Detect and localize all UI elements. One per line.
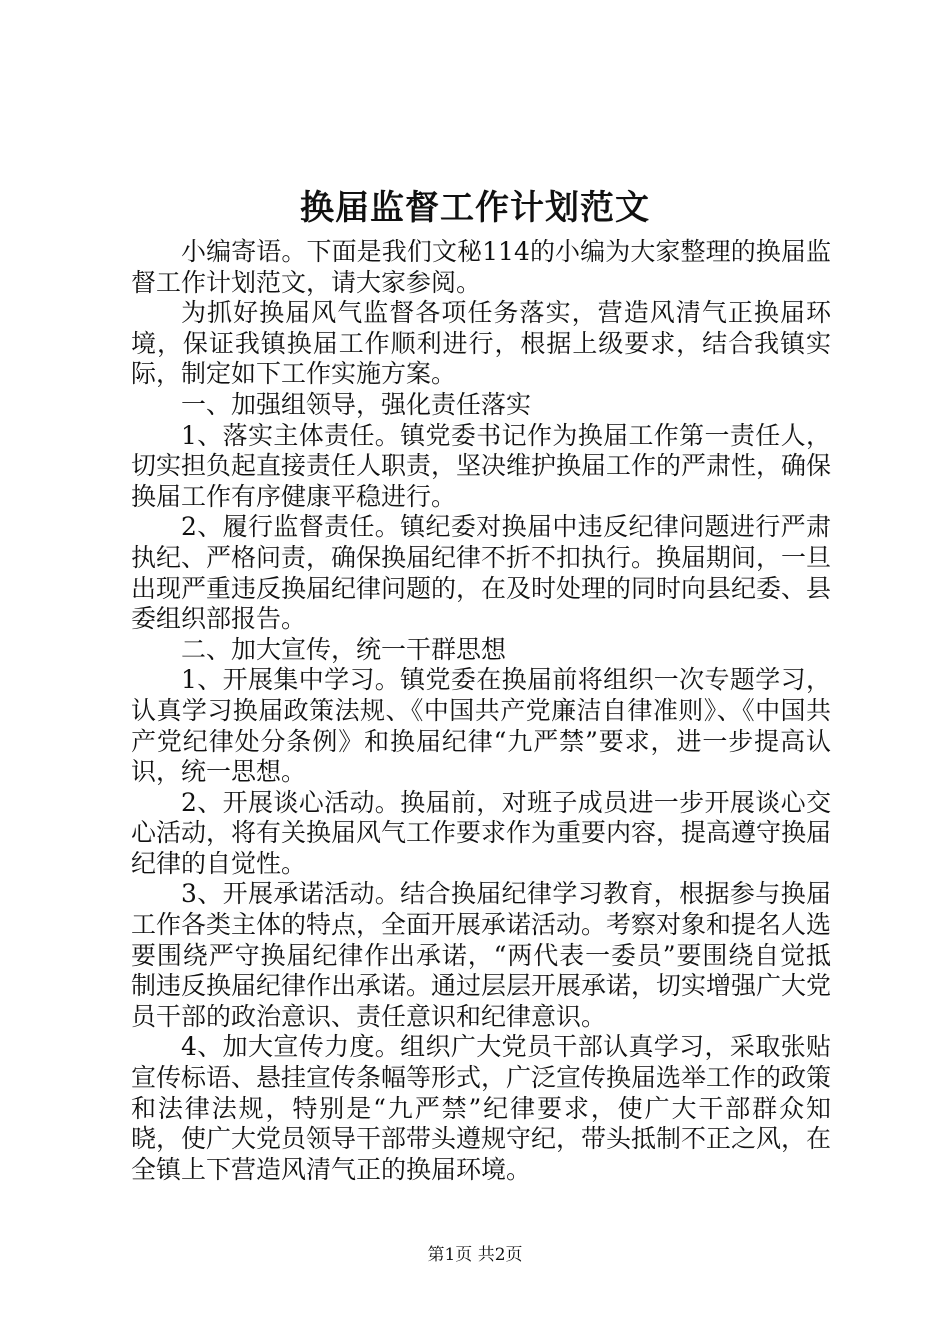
paragraph-intro: 小编寄语。下面是我们文秘114的小编为大家整理的换届监督工作计划范文，请大家参阅。 <box>131 237 831 297</box>
paragraph-item-2-3: 3、开展承诺活动。结合换届纪律学习教育，根据参与换届工作各类主体的特点，全面开展承诺活动。考察对象和提名人选要围绕严守换届纪律作出承诺，“两代表一委员”要围绕自觉抵制违反换届纪律作出承诺。通过层层开展承诺，切实增强广大党员干部的政治意识、责任意识和纪律意识。 <box>131 879 832 1031</box>
paragraph-item-2-1: 1、开展集中学习。镇党委在换届前将组织一次专题学习，认真学习换届政策法规、《中国共产党廉洁自律准则》、《中国共产党纪律处分条例》和换届纪律“九严禁”要求，进一步提高认识，统一思想。 <box>131 665 831 787</box>
page-footer: 第1页 共2页 <box>427 1245 523 1265</box>
paragraph-item-1-1: 1、落实主体责任。镇党委书记作为换届工作第一责任人，切实担负起直接责任人职责，坚决维护换届工作的严肃性，确保换届工作有序健康平稳进行。 <box>131 420 832 511</box>
document-body <box>131 237 831 1185</box>
section-heading-1: 一、加强组领导，强化责任落实 <box>181 389 532 419</box>
paragraph-item-2-4: 4、加大宣传力度。组织广大党员干部认真学习，采取张贴宣传标语、悬挂宣传条幅等形式，广泛宣传换届选举工作的政策和法律法规，特别是“九严禁”纪律要求，使广大干部群众知晓，使广大党员领导干部带头遵规守纪，带头抵制不正之风，在全镇上下营造风清气正的换届环境。 <box>131 1032 832 1184</box>
document-title: 换届监督工作计划范文 <box>300 188 650 228</box>
paragraph-item-1-2: 2、履行监督责任。镇纪委对换届中违反纪律问题进行严肃执纪、严格问责，确保换届纪律不折不扣执行。换届期间，一旦出现严重违反换届纪律问题的，在及时处理的同时向县纪委、县委组织部报告。 <box>131 512 832 634</box>
paragraph-item-2-2: 2、开展谈心活动。换届前，对班子成员进一步开展谈心交心活动，将有关换届风气工作要求作为重要内容，提高遵守换届纪律的自觉性。 <box>131 787 832 878</box>
section-heading-2: 二、加大宣传，统一干群思想 <box>181 634 507 664</box>
paragraph-purpose: 为抓好换届风气监督各项任务落实，营造风清气正换届环境，保证我镇换届工作顺利进行，根据上级要求，结合我镇实际，制定如下工作实施方案。 <box>131 298 831 389</box>
